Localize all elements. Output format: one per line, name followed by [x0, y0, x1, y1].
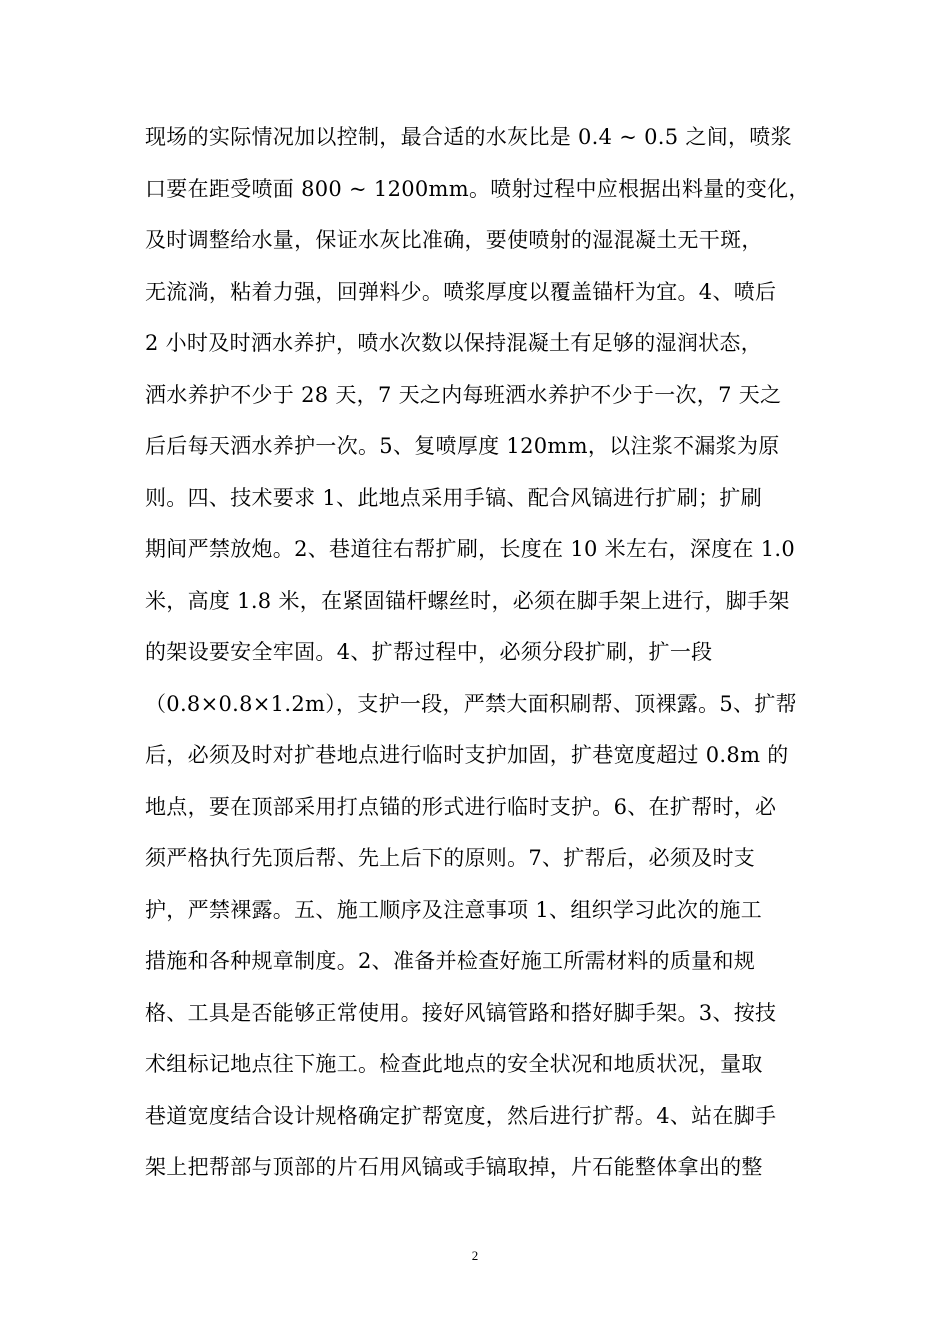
text-line: 格、工具是否能够正常使用。接好风镐管路和搭好脚手架。3、按技: [145, 1000, 777, 1025]
body-text: [145, 112, 815, 1194]
text-line: 2 小时及时洒水养护，喷水次数以保持混凝土有足够的湿润状态，: [145, 331, 763, 355]
text-line: 米，高度 1.8 米，在紧固锚杆螺丝时，必须在脚手架上进行，脚手架: [145, 588, 790, 613]
text-line: 巷道宽度结合设计规格确定扩帮宽度，然后进行扩帮。4、站在脚手: [145, 1103, 777, 1128]
text-line: 无流淌，粘着力强，回弹料少。喷浆厚度以覆盖锚杆为宜。4、喷后: [145, 279, 777, 304]
text-line: 及时调整给水量，保证水灰比准确，要使喷射的湿混凝土无干斑，: [145, 228, 763, 252]
text-line: 的架设要安全牢固。4、扩帮过程中，必须分段扩刷，扩一段: [145, 640, 713, 664]
text-line: 则。四、技术要求 1、此地点采用手镐、配合风镐进行扩刷；扩刷: [145, 485, 763, 510]
text-line: 现场的实际情况加以控制，最合适的水灰比是 0.4 ~ 0.5 之间，喷浆: [145, 125, 792, 149]
text-line: 洒水养护不少于 28 天，7 天之内每班洒水养护不少于一次，7 天之: [145, 382, 782, 407]
text-line: 护，严禁裸露。五、施工顺序及注意事项 1、组织学习此次的施工: [145, 897, 763, 922]
text-line: 措施和各种规章制度。2、准备并检查好施工所需材料的质量和规: [145, 949, 756, 973]
text-line: （0.8×0.8×1.2m），支护一段，严禁大面积刷帮、顶裸露。5、扩帮: [145, 691, 797, 716]
text-line: 后，必须及时对扩巷地点进行临时支护加固，扩巷宽度超过 0.8m 的: [145, 743, 789, 767]
page-number: 2: [471, 1248, 479, 1263]
text-line: 期间严禁放炮。2、巷道往右帮扩刷，长度在 10 米左右，深度在 1.0: [145, 537, 796, 561]
text-line: 须严格执行先顶后帮、先上后下的原则。7、扩帮后，必须及时支: [145, 846, 756, 870]
text-line: 架上把帮部与顶部的片石用风镐或手镐取掉，片石能整体拿出的整: [145, 1155, 763, 1179]
text-line: 地点，要在顶部采用打点锚的形式进行临时支护。6、在扩帮时，必: [145, 794, 777, 819]
text-line: 术组标记地点往下施工。检查此地点的安全状况和地质状况，量取: [145, 1052, 763, 1076]
text-line: 后后每天洒水养护一次。5、复喷厚度 120mm，以注浆不漏浆为原: [145, 434, 780, 458]
text-line: 口要在距受喷面 800 ~ 1200mm。喷射过程中应根据出料量的变化，: [145, 176, 810, 201]
